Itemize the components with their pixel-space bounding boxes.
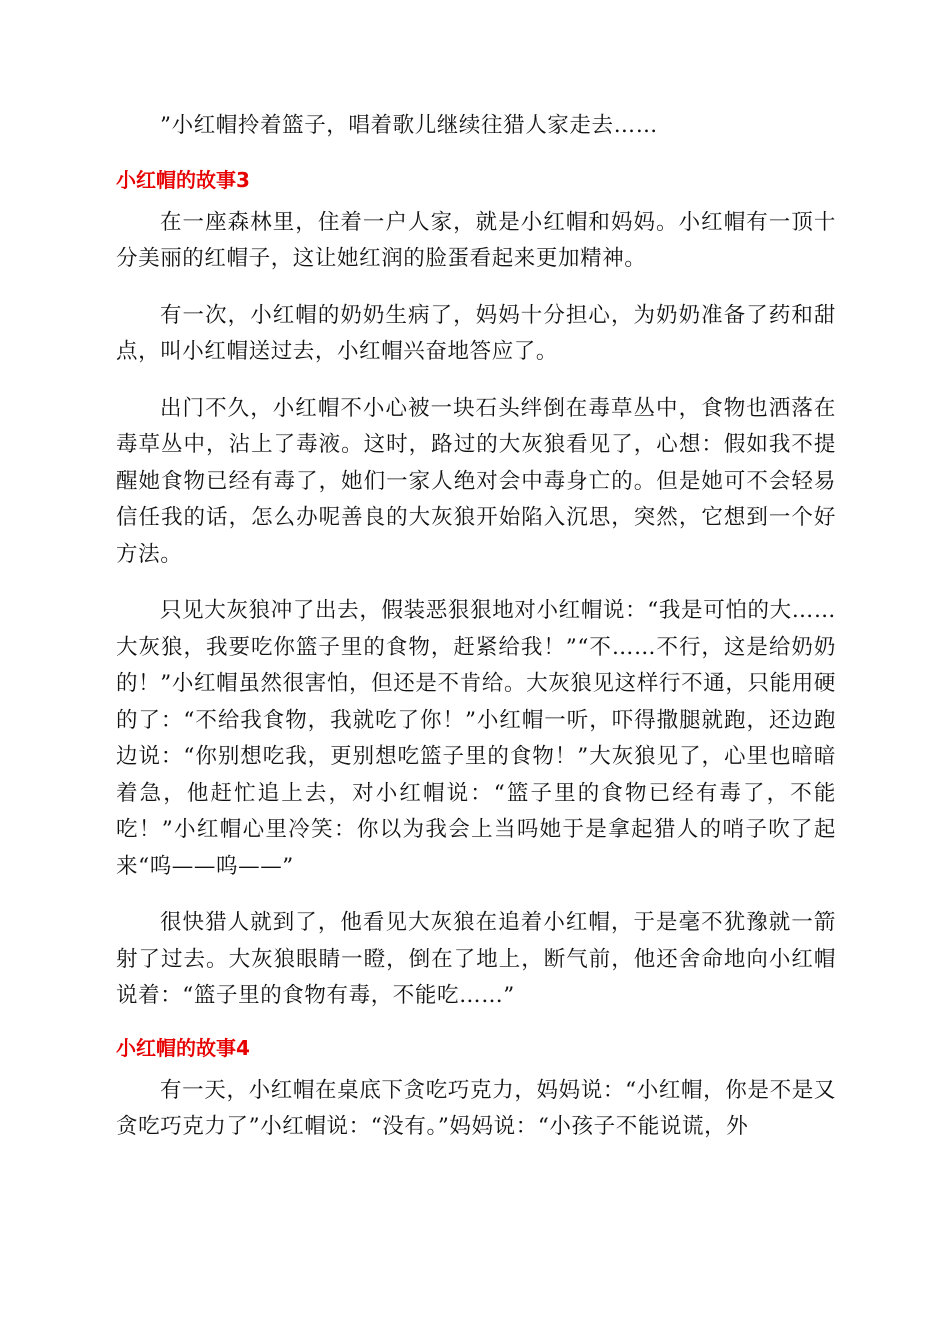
story3-paragraph-4: 只见大灰狼冲了出去，假装恶狠狠地对小红帽说：“我是可怕的大……大灰狼，我要吃你篮子里的食物，赶紧给我！”“不……不行，这是给奶奶的！”小红帽虽然很害怕，但还是不肯给。大灰狼见这样行不通，只能用硬的了：“不给我食物，我就吃了你！”小红帽一听，吓得撒腿就跑，还边跑边说：“你别想吃我，更别想吃篮子里的食物！”大灰狼见了，心里也暗暗着急，他赶忙追上去，对小红帽说：“篮子里的食物已经有毒了，不能吃！”小红帽心里冷笑：你以为我会上当吗她于是拿起猎人的哨子吹了起来“呜——呜——” <box>116 598 836 879</box>
story4-paragraph-1: 有一天，小红帽在桌底下贪吃巧克力，妈妈说：“小红帽，你是不是又贪吃巧克力了”小红帽说：“没有。”妈妈说：“小孩子不能说谎，外 <box>116 1077 836 1139</box>
intro-line: ”小红帽拎着篮子，唱着歌儿继续往猎人家走去…… <box>160 113 658 138</box>
story3-heading: 小红帽的故事3 <box>116 167 250 192</box>
document-page <box>116 108 836 1146</box>
story3-paragraph-5: 很快猎人就到了，他看见大灰狼在追着小红帽，于是毫不犹豫就一箭射了过去。大灰狼眼睛一瞪，倒在了地上，断气前，他还舍命地向小红帽说着：“篮子里的食物有毒，不能吃……” <box>116 910 836 1008</box>
story3-paragraph-1: 在一座森林里，住着一户人家，就是小红帽和妈妈。小红帽有一顶十分美丽的红帽子，这让她红润的脸蛋看起来更加精神。 <box>116 209 836 271</box>
story3-paragraph-2: 有一次，小红帽的奶奶生病了，妈妈十分担心，为奶奶准备了药和甜点，叫小红帽送过去，小红帽兴奋地答应了。 <box>116 302 836 364</box>
story4-heading: 小红帽的故事4 <box>116 1035 250 1060</box>
story3-paragraph-3: 出门不久，小红帽不小心被一块石头绊倒在毒草丛中，食物也洒落在毒草丛中，沾上了毒液。这时，路过的大灰狼看见了，心想：假如我不提醒她食物已经有毒了，她们一家人绝对会中毒身亡的。但是她可不会轻易信任我的话，怎么办呢善良的大灰狼开始陷入沉思，突然，它想到一个好方法。 <box>116 395 836 567</box>
